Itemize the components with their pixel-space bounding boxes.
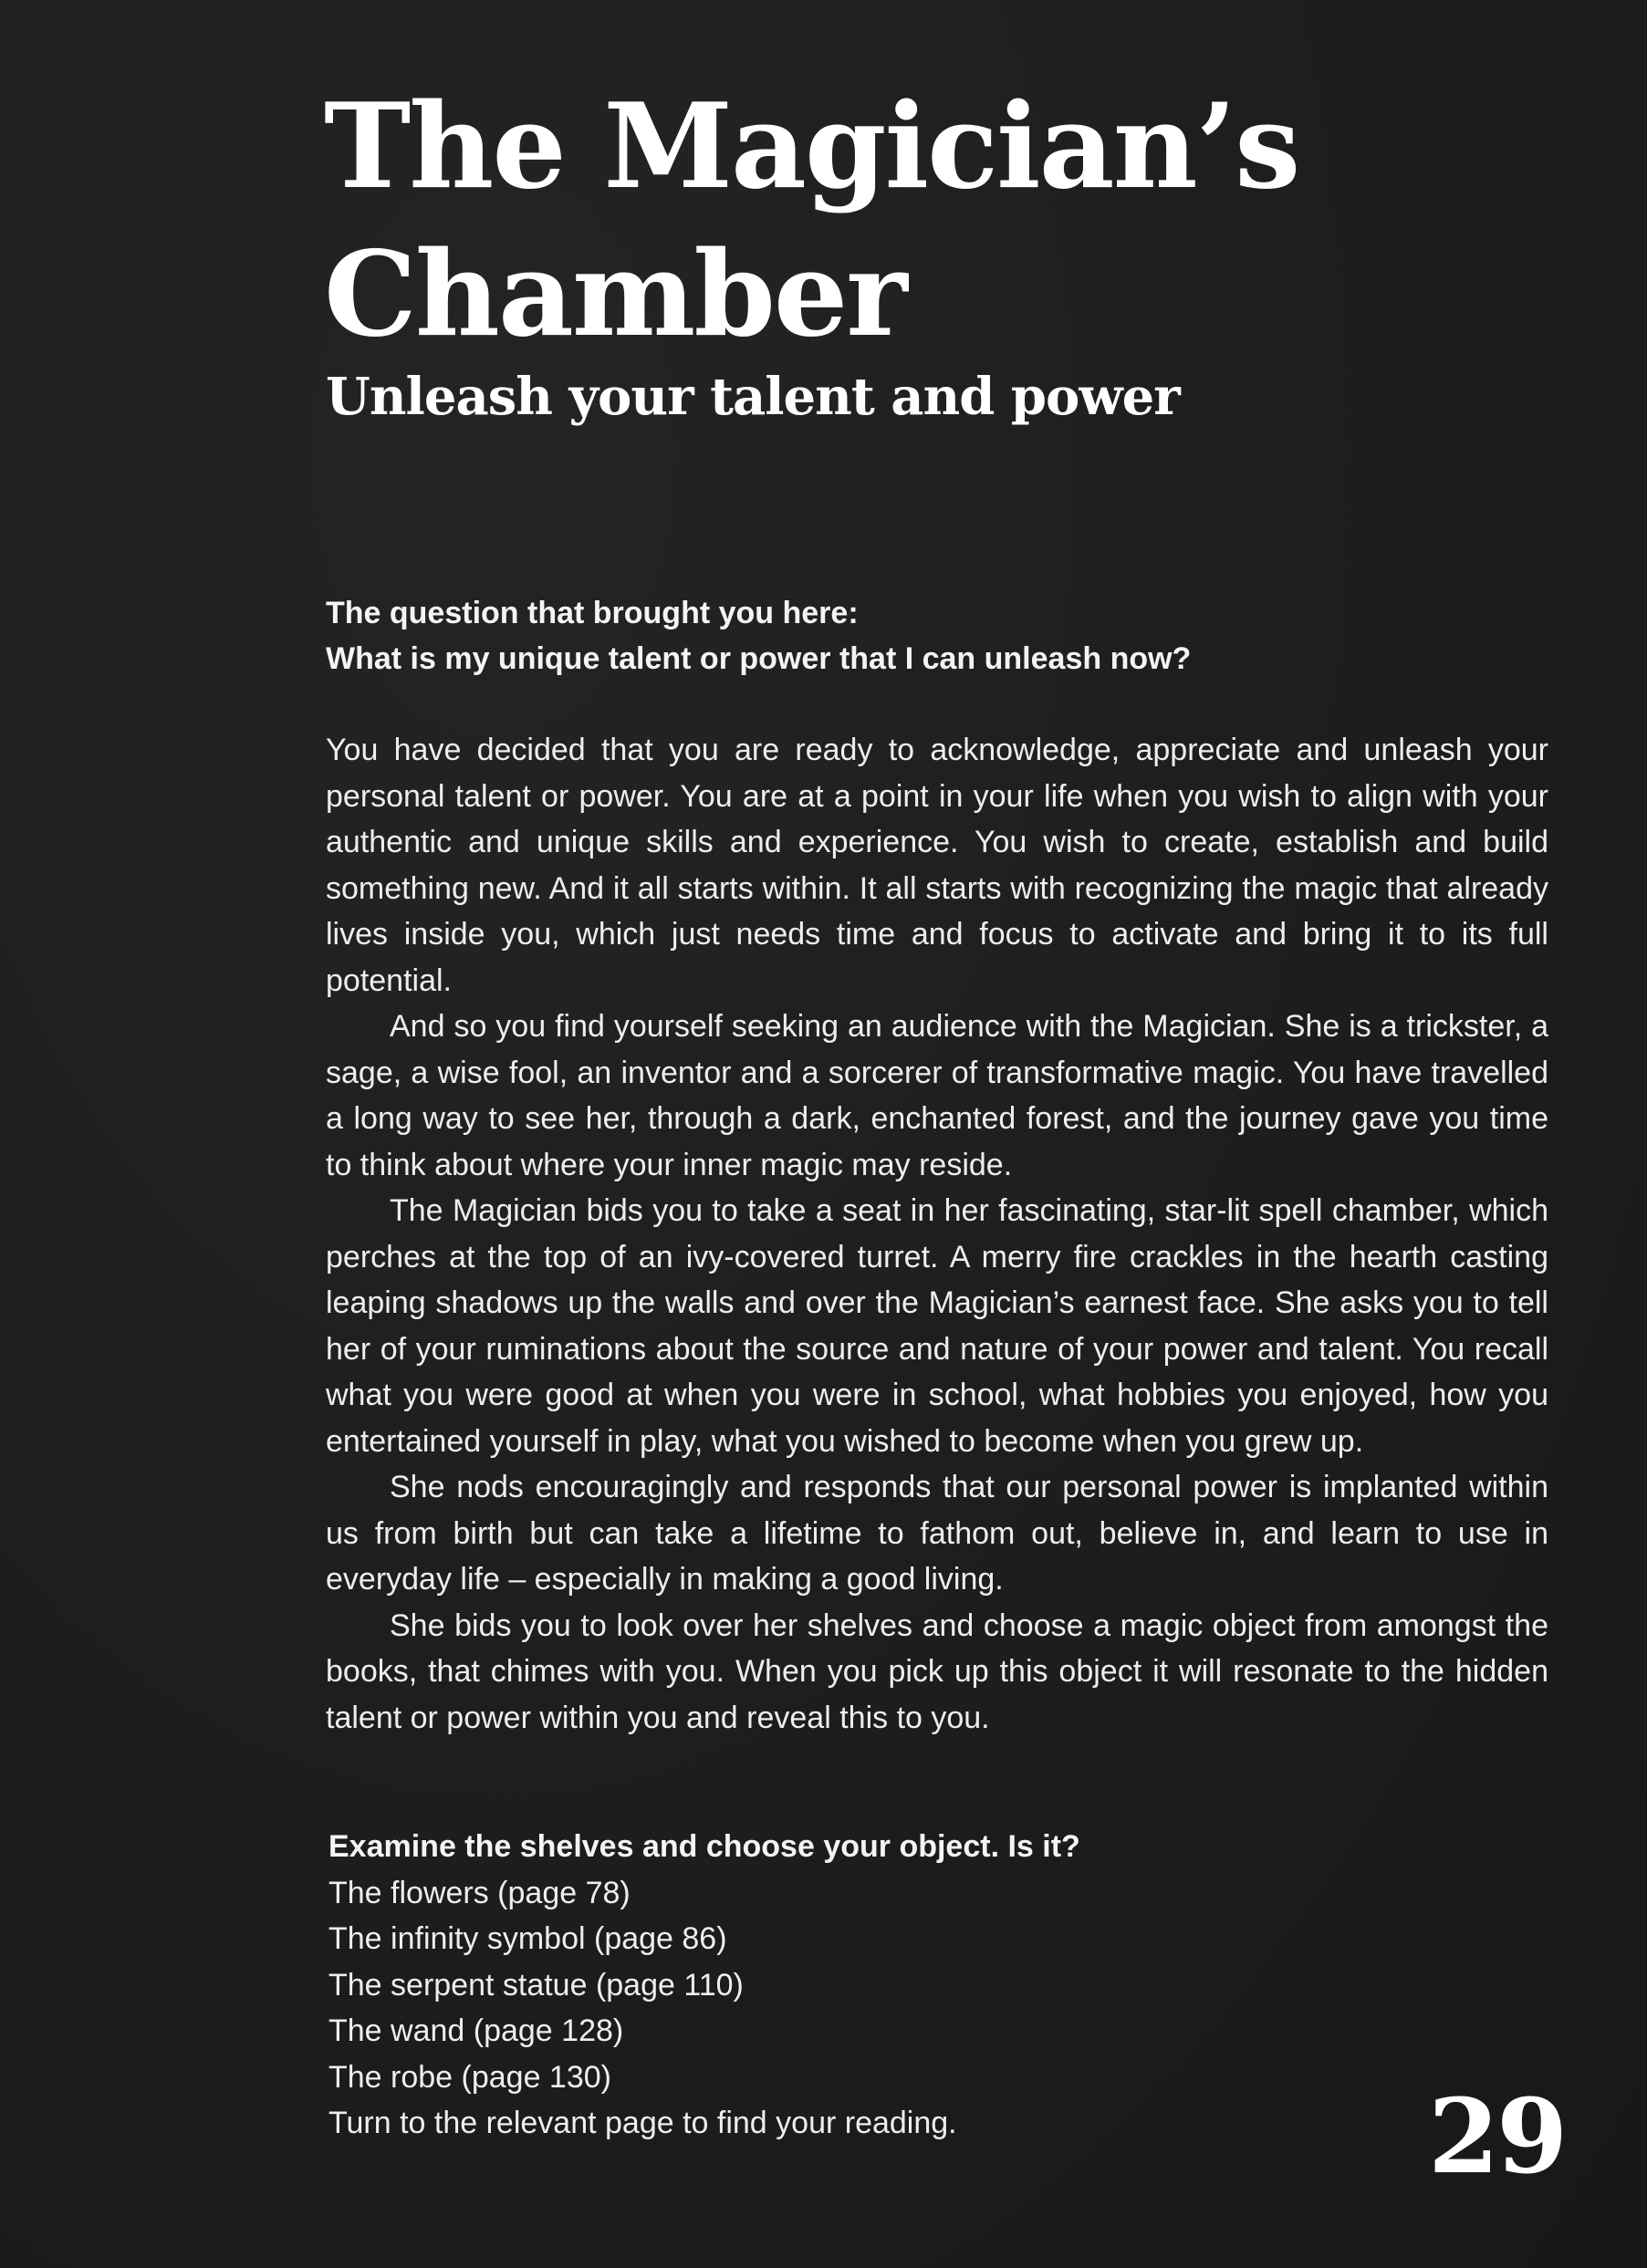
choice-item-wand: The wand (page 128) xyxy=(328,2013,624,2048)
choice-item-infinity-symbol: The infinity symbol (page 86) xyxy=(328,1921,727,1956)
title-line-1: The Magician’s xyxy=(324,78,1299,215)
paragraph-4: She nods encouragingly and responds that our personal power is implanted within us from birth but can take a lifetime to fathom out, believe in, and learn to use in everyday life – especially in making a good living. xyxy=(326,1470,1548,1597)
choices-block xyxy=(328,1824,1423,2147)
choices-prompt: Examine the shelves and choose your object. Is it? xyxy=(328,1829,1080,1864)
choice-item-flowers: The flowers (page 78) xyxy=(328,1875,631,1910)
body-text xyxy=(326,727,1548,1741)
paragraph-1: You have decided that you are ready to acknowledge, appreciate and unleash your personal talent or power. You are at a point in your life when you wish to align with your authentic and unique skills and experience. You wish to create, establish and build something new. And it all starts within. It all starts with recognizing the magic that already lives inside you, which just needs time and focus to activate and bring it to its full potential. xyxy=(326,733,1548,998)
choices-list xyxy=(328,1870,1423,2101)
choices-closing: Turn to the relevant page to find your reading. xyxy=(328,2106,957,2140)
choice-item-robe: The robe (page 130) xyxy=(328,2059,611,2095)
question-label: The question that brought you here: xyxy=(326,596,859,630)
page-subtitle: Unleash your talent and power xyxy=(326,367,1180,427)
question-text: What is my unique talent or power that I can unleash now? xyxy=(326,641,1192,676)
paragraph-2: And so you find yourself seeking an audience with the Magician. She is a trickster, a sage, a wise fool, an inventor and a sorcerer of transformative magic. You have travelled a long way to see her, through a dark, enchanted forest, and the journey gave you time to think about where your inner magic may reside. xyxy=(326,1009,1548,1182)
paragraph-5: She bids you to look over her shelves and choose a magic object from amongst the books, that chimes with you. When you pick up this object it will resonate to the hidden talent or power within you and reveal this to you. xyxy=(326,1607,1548,1735)
question-block xyxy=(326,590,1558,681)
title-line-2: Chamber xyxy=(324,226,906,363)
page-title xyxy=(324,73,1328,369)
page-number: 29 xyxy=(1428,2077,1565,2197)
paragraph-3: The Magician bids you to take a seat in her fascinating, star-lit spell chamber, which perches at the top of an ivy-covered turret. A merry fire crackles in the hearth casting leaping shadows up the walls and over the Magician’s earnest face. She asks you to tell her of your ruminations about the source and nature of your power and talent. You recall what you were good at when you were in school, what hobbies you enjoyed, how you entertained yourself in play, what you wished to become when you grew up. xyxy=(326,1193,1548,1459)
choice-item-serpent-statue: The serpent statue (page 110) xyxy=(328,1967,744,2003)
